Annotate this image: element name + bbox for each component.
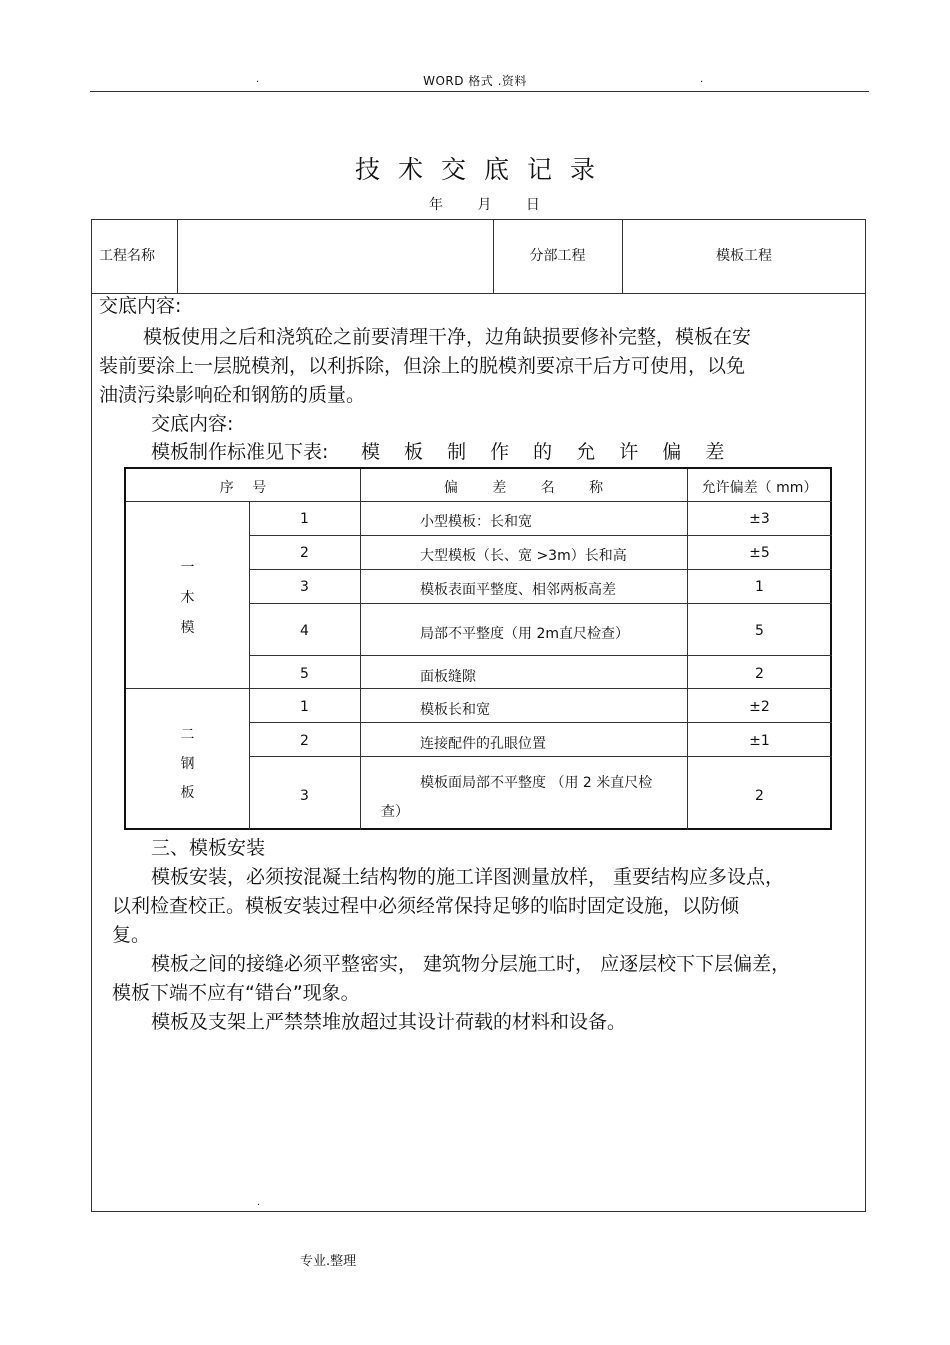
content-para1-line2: 装前要涂上一层脱模剂，以利拆除，但涂上的脱模剂要凉干后方可使用，以免 — [99, 355, 746, 377]
col-seq-header: 序 号 — [219, 480, 267, 496]
install-p3: 模板及支架上严禁禁堆放超过其设计荷载的材料和设备。 — [151, 1011, 627, 1033]
content-sub-heading: 交底内容: — [151, 413, 234, 435]
content-heading: 交底内容: — [99, 295, 182, 317]
tol-rule — [249, 603, 832, 604]
row-allow: 5 — [755, 623, 764, 639]
row-no: 3 — [300, 788, 309, 804]
row-no: 3 — [300, 579, 309, 595]
install-heading: 三、模板安装 — [151, 837, 266, 859]
tolerance-table — [124, 467, 832, 830]
row-no: 1 — [300, 699, 309, 715]
content-para1-line1: 模板使用之后和浇筑砼之前要清理干净，边角缺损要修补完整，模板在安 — [143, 326, 752, 348]
install-p2-line2: 模板下端不应有“错台”现象。 — [112, 982, 360, 1004]
document-title: 技术交底记录 — [354, 155, 613, 184]
group2-label-1: 二 — [180, 727, 195, 743]
row-name: 连接配件的孔眼位置 — [420, 736, 546, 752]
footer-mark: . — [257, 1197, 261, 1208]
row-name: 模板长和宽 — [420, 702, 490, 718]
install-p1-line3: 复。 — [112, 924, 151, 946]
row-allow: ±3 — [749, 511, 770, 527]
tol-rule — [249, 535, 832, 536]
row-no: 2 — [300, 545, 309, 561]
tol-group-rule — [126, 688, 832, 689]
install-p2-line1: 模板之间的接缝必须平整密实， 建筑物分层施工时， 应逐层校下下层偏差， — [151, 953, 791, 975]
group2-label-2: 钢 — [180, 756, 195, 772]
row-allow: 1 — [755, 579, 764, 595]
row-name: 模板表面平整度、相邻两板高差 — [420, 582, 616, 598]
col-name-header: 偏 差 名 称 — [443, 480, 604, 496]
table-caption: 模 板 制 作 的 允 许 偏 差 — [361, 441, 734, 463]
footer-text: 专业.整理 — [300, 1254, 357, 1269]
header-right-mark: . — [700, 74, 704, 85]
row-no: 2 — [300, 733, 309, 749]
row-name-line1: 模板面局部不平整度 （用 2 米直尺检 — [420, 775, 653, 791]
row-allow: 2 — [755, 788, 764, 804]
info-row-divider — [91, 293, 866, 294]
tol-rule — [249, 722, 832, 723]
group2-label-3: 板 — [180, 785, 195, 801]
group1-label-2: 木 — [180, 590, 195, 606]
tol-rule — [249, 756, 832, 757]
install-p1-line2: 以利检查校正。模板安装过程中必须经常保持足够的临时固定设施，以防倾 — [112, 895, 740, 917]
header-rule — [90, 91, 869, 92]
install-p1-line1: 模板安装，必须按混凝土结构物的施工详图测量放样， 重要结构应多设点， — [151, 866, 785, 888]
row-name: 面板缝隙 — [420, 669, 476, 685]
row-no: 4 — [300, 623, 309, 639]
tol-header-rule — [126, 501, 832, 502]
row-name: 局部不平整度（用 2m直尺检查） — [420, 626, 629, 642]
tol-rule — [249, 569, 832, 570]
group1-label-3: 模 — [180, 620, 195, 636]
table-intro: 模板制作标准见下表: — [151, 441, 329, 463]
sub-project-label: 分部工程 — [529, 248, 586, 264]
row-allow: ±5 — [749, 545, 770, 561]
tol-col-rule — [360, 469, 361, 830]
row-no: 5 — [300, 666, 309, 682]
header-left-mark: . — [256, 74, 260, 85]
row-no: 1 — [300, 511, 309, 527]
row-name: 大型模板（长、宽 >3m）长和高 — [420, 548, 627, 564]
row-name: 小型模板：长和宽 — [420, 514, 532, 530]
sub-project-value: 模板工程 — [716, 248, 772, 264]
tol-rule — [249, 655, 832, 656]
row-name-line2: 查） — [381, 804, 409, 820]
header-text: WORD 格式 .资料 — [423, 74, 527, 88]
info-col-divider-1 — [177, 219, 178, 294]
row-allow: 2 — [755, 666, 764, 682]
row-allow: ±1 — [749, 733, 770, 749]
content-para1-line3: 油渍污染影响砼和钢筋的质量。 — [99, 384, 366, 406]
date-line: 年 月 日 — [429, 197, 540, 213]
row-allow: ±2 — [749, 699, 770, 715]
project-name-label: 工程名称 — [99, 248, 155, 264]
col-allow-header: 允许偏差（ mm） — [701, 480, 818, 496]
group1-label-1: 一 — [180, 560, 195, 576]
